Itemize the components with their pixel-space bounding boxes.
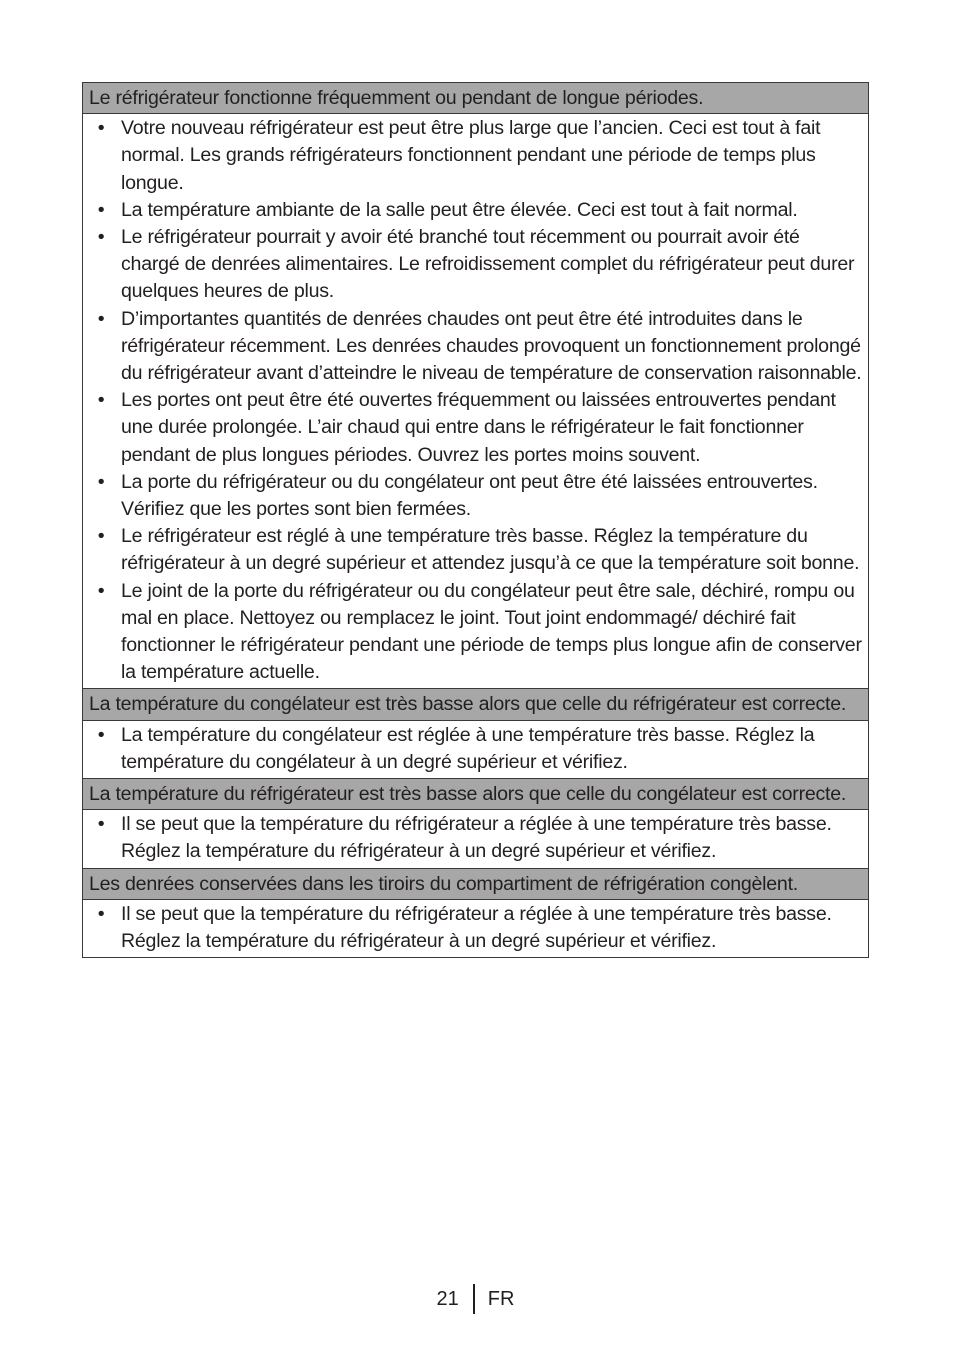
section-body (83, 114, 868, 689)
footer-divider (473, 1284, 475, 1314)
section-heading: Les denrées conservées dans les tiroirs du compartiment de réfrigération congèlent. (83, 869, 868, 900)
list-item (89, 387, 862, 469)
bullet-icon: • (97, 117, 105, 140)
bullet-icon: • (97, 226, 105, 249)
list-item-text: Le réfrigérateur est réglé à une température très basse. Réglez la température du réfrigérateur à un degré supérieur et attendez jusqu’à ce que la température soit bonne. (121, 525, 860, 575)
bullet-list (89, 811, 862, 865)
bullet-icon: • (97, 813, 105, 836)
bullet-list (89, 722, 862, 776)
section-fridge-too-cold (83, 779, 868, 869)
bullet-icon: • (97, 470, 105, 493)
list-item (89, 469, 862, 523)
list-item (89, 722, 862, 776)
language-code: FR (487, 1288, 515, 1310)
list-item (89, 578, 862, 687)
bullet-list (89, 115, 862, 686)
list-item (89, 224, 862, 306)
list-item (89, 115, 862, 197)
bullet-list (89, 901, 862, 955)
list-item-text: La température ambiante de la salle peut être élevée. Ceci est tout à fait normal. (121, 198, 798, 221)
list-item (89, 901, 862, 955)
list-item (89, 306, 862, 388)
list-item-text: Il se peut que la température du réfrigérateur a réglée à une température très basse. Réglez la température du réfrigérateur à un degré supérieur et vérifiez. (121, 813, 832, 863)
bullet-icon: • (97, 389, 105, 412)
section-body (83, 721, 868, 779)
section-body (83, 810, 868, 868)
list-item-text: D’importantes quantités de denrées chaudes ont peut être été introduites dans le réfrigérateur récemment. Les denrées chaudes provoquent un fonctionnement prolongé du réfrigérateur avant d’atteindre le niveau de température de conservation raisonnable. (121, 307, 862, 385)
list-item (89, 523, 862, 577)
bullet-icon: • (97, 307, 105, 330)
section-body (83, 900, 868, 957)
bullet-icon: • (97, 902, 105, 925)
section-heading: La température du réfrigérateur est très basse alors que celle du congélateur est correcte. (83, 779, 868, 810)
bullet-icon: • (97, 723, 105, 746)
list-item-text: Le joint de la porte du réfrigérateur ou du congélateur peut être sale, déchiré, rompu ou mal en place. Nettoyez ou remplacez le joint. Tout joint endommagé/ déchiré fait fonctionner le réfrigérateur pendant une période de temps plus longue afin de conserver la température actuelle. (121, 579, 862, 684)
list-item-text: Il se peut que la température du réfrigérateur a réglée à une température très basse. Réglez la température du réfrigérateur à un degré supérieur et vérifiez. (121, 902, 832, 953)
troubleshooting-table (82, 82, 869, 958)
list-item-text: Votre nouveau réfrigérateur est peut être plus large que l’ancien. Ceci est tout à fait normal. Les grands réfrigérateurs fonctionnent pendant une période de temps plus longue. (121, 117, 821, 194)
section-heading: La température du congélateur est très basse alors que celle du réfrigérateur est correcte. (83, 689, 868, 720)
list-item-text: Les portes ont peut être été ouvertes fréquemment ou laissées entrouvertes pendant une durée prolongée. L’air chaud qui entre dans le réfrigérateur le fait fonctionner pendant de plus longues périodes. Ouvrez les portes moins souvent. (121, 389, 836, 466)
section-frequent-operation (83, 83, 868, 689)
section-freezer-too-cold (83, 689, 868, 779)
list-item (89, 811, 862, 865)
bullet-icon: • (97, 198, 105, 221)
section-heading: Le réfrigérateur fonctionne fréquemment ou pendant de longue périodes. (83, 83, 868, 114)
list-item-text: La porte du réfrigérateur ou du congélateur ont peut être été laissées entrouvertes. Vérifiez que les portes sont bien fermées. (121, 470, 818, 521)
bullet-icon: • (97, 579, 105, 602)
page-number: 21 (436, 1288, 459, 1310)
section-drawers-freezing (83, 869, 868, 958)
list-item-text: La température du congélateur est réglée à une température très basse. Réglez la température du congélateur à un degré supérieur et vérifiez. (121, 723, 815, 773)
page-footer (0, 1284, 954, 1314)
list-item (89, 197, 862, 224)
bullet-icon: • (97, 525, 105, 548)
list-item-text: Le réfrigérateur pourrait y avoir été branché tout récemment ou pourrait avoir été chargé de denrées alimentaires. Le refroidissement complet du réfrigérateur peut durer quelques heures de plus. (121, 226, 855, 303)
